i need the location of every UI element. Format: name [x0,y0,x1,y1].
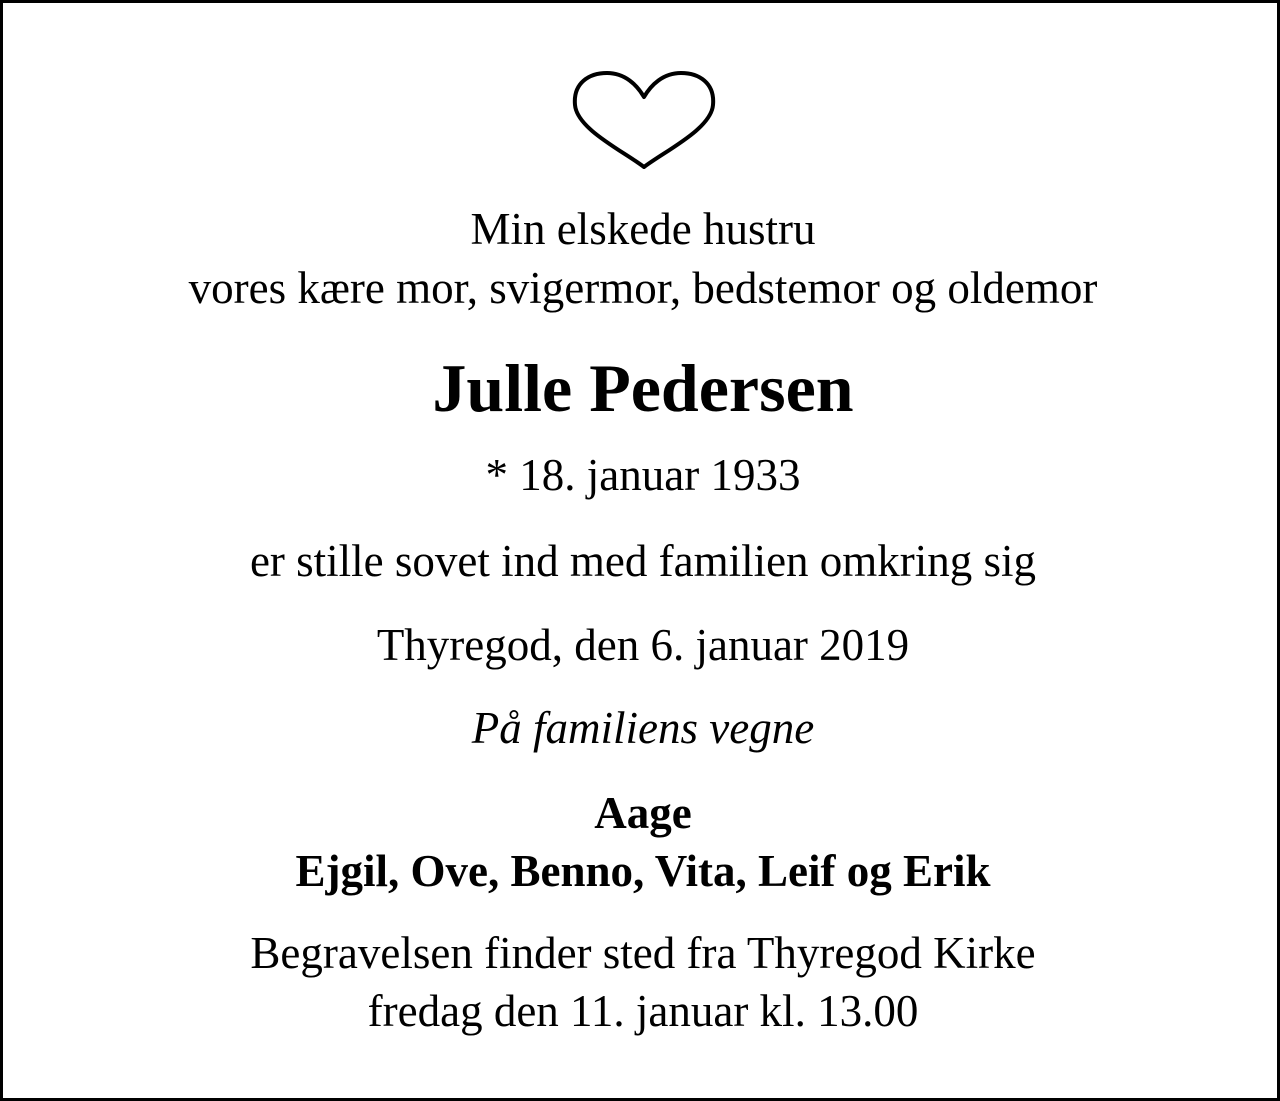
intro-line-2: vores kære mor, svigermor, bedstemor og oldemor [188,263,1098,313]
intro-line-1: Min elskede hustru [470,204,816,254]
on-behalf-of-family: På familiens vegne [471,703,815,753]
signatory-children: Ejgil, Ove, Benno, Vita, Leif og Erik [295,846,991,896]
place-and-date: Thyregod, den 6. januar 2019 [376,620,910,670]
heart-icon [571,69,717,173]
deceased-name: Julle Pedersen [432,350,854,426]
funeral-info-line-2: fredag den 11. januar kl. 13.00 [367,986,919,1036]
signatory-spouse: Aage [594,788,692,838]
birth-date: * 18. januar 1933 [485,450,801,500]
passing-message: er stille sovet ind med familien omkring sig [249,536,1037,586]
funeral-info-line-1: Begravelsen finder sted fra Thyregod Kirke [250,928,1036,978]
